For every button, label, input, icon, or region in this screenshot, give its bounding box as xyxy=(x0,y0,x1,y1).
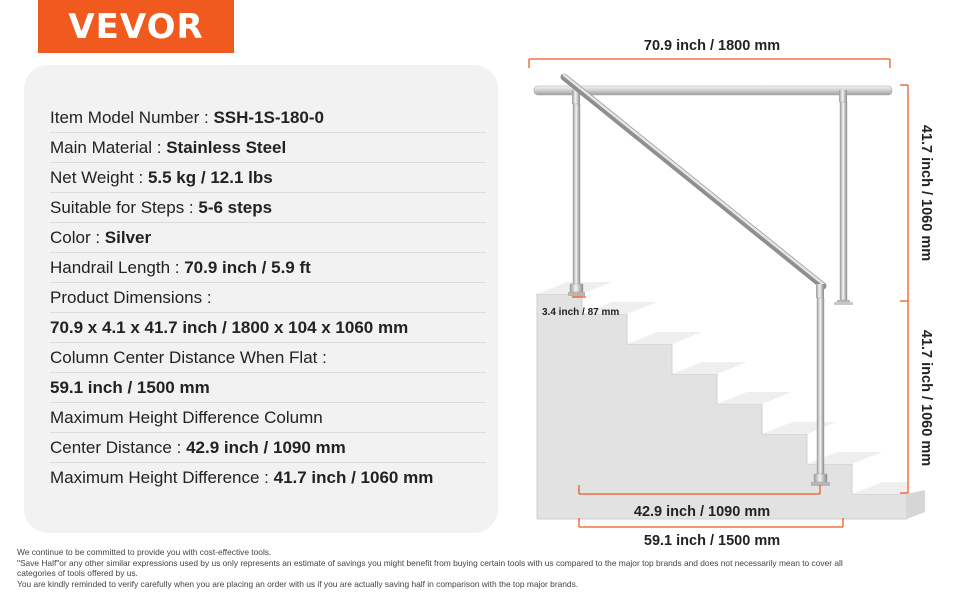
spec-label: Maximum Height Difference Column xyxy=(50,407,323,427)
spec-value: 70.9 x 4.1 x 41.7 inch / 1800 x 104 x 1060 mm xyxy=(50,317,409,337)
spec-row-height-column-label xyxy=(50,403,486,433)
spec-value: 59.1 inch / 1500 mm xyxy=(50,377,210,397)
spec-row-center-distance xyxy=(50,433,486,463)
spec-row-max-height xyxy=(50,463,486,493)
handrail-diagram xyxy=(520,28,970,558)
vevor-logo xyxy=(38,0,234,53)
spec-label: Suitable for Steps : xyxy=(50,197,199,217)
disclaimer-line: "Save Half"or any other similar expressions used by us only represents an estimate of savings you might benefit from buying certain tools with us compared to the major top brands and does not necessarily mean to cover all xyxy=(17,557,843,568)
spec-value: 5-6 steps xyxy=(198,197,273,217)
spec-label: Center Distance : xyxy=(50,437,187,457)
lower-post xyxy=(811,284,830,486)
diagonal-handrail xyxy=(564,77,823,286)
spec-label: Net Weight : xyxy=(50,167,148,187)
lower-height-label: 41.7 inch / 1060 mm xyxy=(918,329,934,467)
spec-label: Color : xyxy=(50,227,105,247)
spec-row-color xyxy=(50,223,486,253)
spec-value: SSH-1S-180-0 xyxy=(213,107,325,127)
upper-height-label: 41.7 inch / 1060 mm xyxy=(918,124,934,262)
spec-row-steps xyxy=(50,193,486,223)
right-post xyxy=(834,90,853,305)
spec-value: Silver xyxy=(104,227,152,247)
spec-value: 70.9 inch / 5.9 ft xyxy=(184,257,311,277)
spec-label: Item Model Number : xyxy=(50,107,214,127)
spec-label: Product Dimensions : xyxy=(50,287,212,307)
spec-value: 5.5 kg / 12.1 lbs xyxy=(147,167,273,187)
spec-row-flat-distance-value xyxy=(50,373,486,403)
disclaimer xyxy=(17,547,917,589)
left-post xyxy=(568,90,585,296)
spec-row-model xyxy=(50,103,486,133)
spec-row-dimensions-value xyxy=(50,313,486,343)
spec-row-material xyxy=(50,133,486,163)
spec-value: Stainless Steel xyxy=(166,137,287,157)
spec-row-weight xyxy=(50,163,486,193)
flat-distance-label: 59.1 inch / 1500 mm xyxy=(643,533,781,549)
base-size-label: 3.4 inch / 87 mm xyxy=(542,307,620,318)
logo-text: VEVOR xyxy=(68,6,204,47)
spec-label: Handrail Length : xyxy=(50,257,185,277)
spec-row-flat-distance-label xyxy=(50,343,486,373)
disclaimer-line: categories of tools offered by us. xyxy=(17,568,138,579)
column-distance-label: 42.9 inch / 1090 mm xyxy=(633,504,771,520)
spec-row-length xyxy=(50,253,486,283)
disclaimer-line: You are kindly reminded to verify carefully when you are placing an order with us if you are actually saving half in comparison with the top major brands. xyxy=(17,578,579,589)
spec-value: 41.7 inch / 1060 mm xyxy=(273,468,434,487)
spec-label: Maximum Height Difference : xyxy=(50,468,274,487)
spec-card xyxy=(24,65,498,533)
spec-label: Column Center Distance When Flat : xyxy=(50,347,327,367)
spec-label: Main Material : xyxy=(50,137,167,157)
disclaimer-line: We continue to be committed to provide you with cost-effective tools. xyxy=(17,547,272,557)
spec-value: 42.9 inch / 1090 mm xyxy=(186,437,346,457)
spec-row-dimensions-label xyxy=(50,283,486,313)
top-width-label: 70.9 inch / 1800 mm xyxy=(643,38,781,54)
